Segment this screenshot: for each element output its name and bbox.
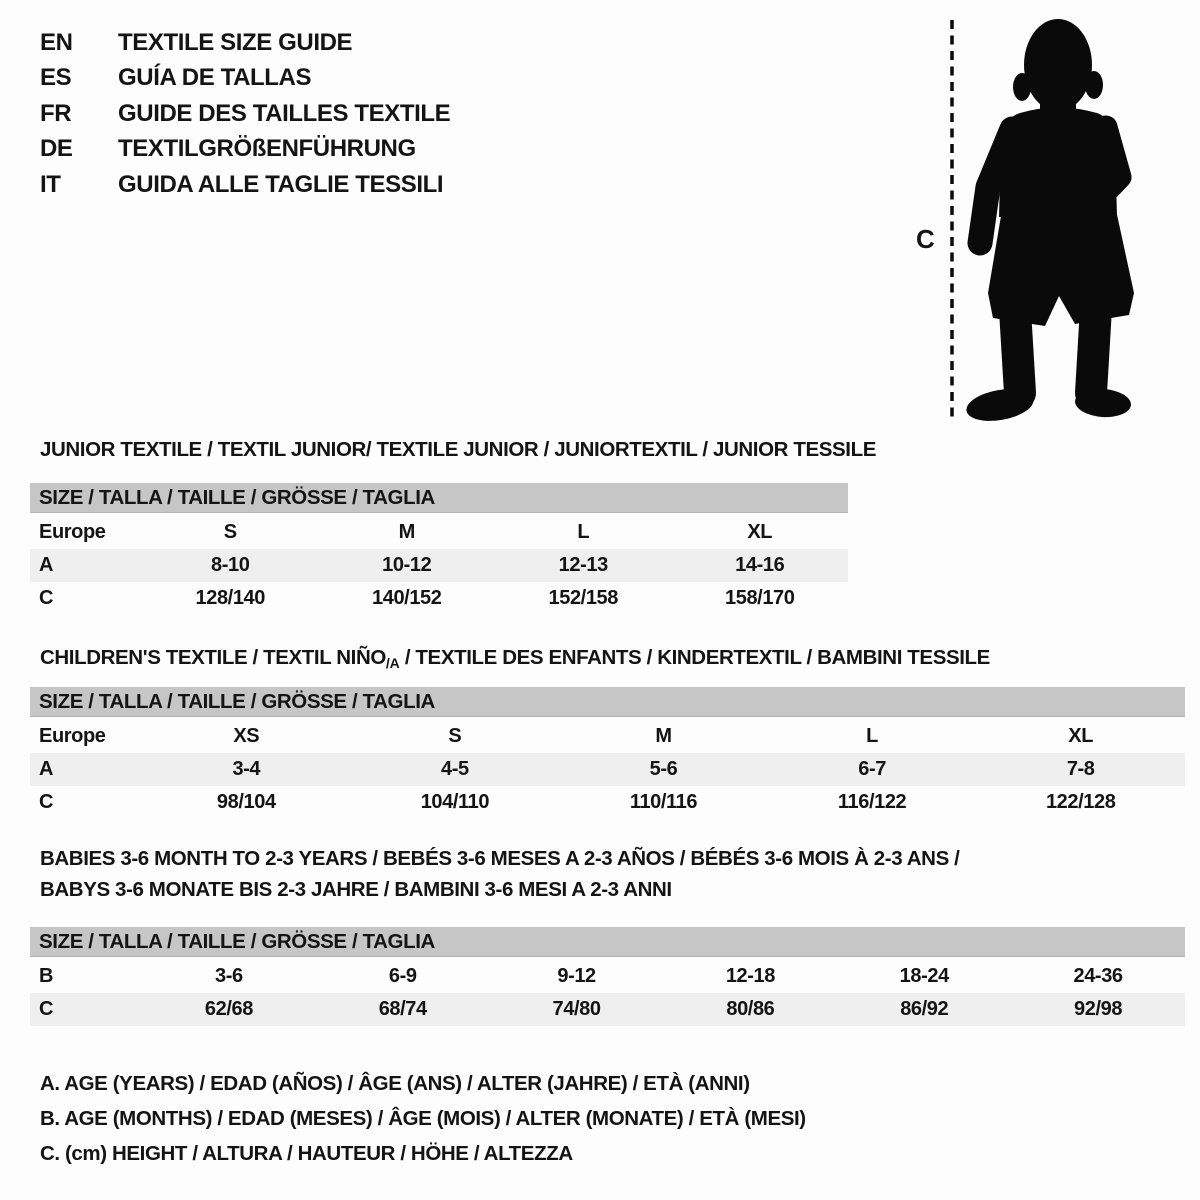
size-cell: 128/140 xyxy=(195,587,265,609)
size-cell: 14-16 xyxy=(735,554,785,576)
size-cell: 4-5 xyxy=(441,758,469,780)
size-cell: 62/68 xyxy=(204,998,253,1020)
section-title-line: JUNIOR TEXTILE / TEXTIL JUNIOR/ TEXTILE JUNIOR / JUNIORTEXTIL / JUNIOR TESSILE xyxy=(40,438,876,461)
size-cell: 74/80 xyxy=(552,998,601,1020)
section-babies-table xyxy=(30,927,1185,1026)
size-cell: 104/110 xyxy=(420,791,490,813)
section-title-line: CHILDREN'S TEXTILE / TEXTIL NIÑO/A / TEXTILE DES ENFANTS / KINDERTEXTIL / BAMBINI TESSILE xyxy=(40,646,990,671)
size-cell: 12-13 xyxy=(558,554,608,576)
section-title-babies xyxy=(40,843,959,905)
guide-title: GUIDA ALLE TAGLIE TESSILI xyxy=(118,170,444,198)
language-title-list xyxy=(40,25,450,203)
size-cell: L xyxy=(866,725,878,747)
language-code: EN xyxy=(40,28,73,56)
section-junior-table xyxy=(30,483,848,615)
table-row xyxy=(30,960,1185,993)
size-cell: XL xyxy=(747,521,773,543)
section-title-junior xyxy=(40,434,876,465)
size-cell: XS xyxy=(233,725,260,747)
size-cell: 116/122 xyxy=(837,791,907,813)
size-cell: 140/152 xyxy=(372,587,442,609)
language-code: DE xyxy=(40,135,73,163)
guide-title: GUÍA DE TALLAS xyxy=(118,64,312,92)
table-row xyxy=(30,993,1185,1026)
size-cell: 86/92 xyxy=(900,998,949,1020)
row-label: C xyxy=(39,998,54,1020)
row-label: Europe xyxy=(39,725,106,747)
guide-title: TEXTILGRÖßENFÜHRUNG xyxy=(118,135,416,163)
size-cell: 5-6 xyxy=(649,758,678,780)
size-table xyxy=(30,720,1185,819)
size-cell: 10-12 xyxy=(382,554,432,576)
size-header-band: SIZE / TALLA / TAILLE / GRÖSSE / TAGLIA xyxy=(30,483,848,513)
table-row xyxy=(30,786,1185,819)
legend xyxy=(40,1066,806,1171)
table-row xyxy=(30,549,848,582)
size-cell: 3-6 xyxy=(215,965,243,987)
legend-line-c: C. (cm) HEIGHT / ALTURA / HAUTEUR / HÖHE / ALTEZZA xyxy=(40,1142,573,1165)
row-label: A xyxy=(39,758,54,780)
legend-line-a: A. AGE (YEARS) / EDAD (AÑOS) / ÂGE (ANS) / ALTER (JAHRE) / ETÀ (ANNI) xyxy=(40,1072,750,1095)
toddler-silhouette-figure xyxy=(900,5,1170,430)
section-title-line: BABYS 3-6 MONATE BIS 2-3 JAHRE / BAMBINI 3-6 MESI A 2-3 ANNI xyxy=(40,878,672,901)
measure-label-c: C xyxy=(916,224,935,254)
language-row xyxy=(40,132,450,168)
table-row xyxy=(30,516,848,549)
size-cell: 18-24 xyxy=(899,965,949,987)
section-title-children xyxy=(40,642,990,679)
size-cell: 6-7 xyxy=(858,758,886,780)
size-cell: 68/74 xyxy=(378,998,427,1020)
size-cell: 158/170 xyxy=(725,587,795,609)
size-cell: 12-18 xyxy=(725,965,775,987)
size-cell: 98/104 xyxy=(216,791,276,813)
language-row xyxy=(40,96,450,132)
size-cell: 122/128 xyxy=(1045,791,1116,813)
guide-title: GUIDE DES TAILLES TEXTILE xyxy=(118,99,451,127)
section-title-line: BABIES 3-6 MONTH TO 2-3 YEARS / BEBÉS 3-6 MESES A 2-3 AÑOS / BÉBÉS 3-6 MOIS À 2-3 ANS / xyxy=(40,847,960,870)
size-cell: 9-12 xyxy=(557,965,596,987)
size-cell: XL xyxy=(1068,725,1094,747)
row-label: Europe xyxy=(39,521,106,543)
size-cell: 24-36 xyxy=(1073,965,1123,987)
language-row xyxy=(40,61,450,97)
row-label: B xyxy=(39,965,54,987)
language-row xyxy=(40,167,450,203)
size-cell: L xyxy=(577,521,590,543)
section-children-table xyxy=(30,687,1185,819)
size-cell: 110/116 xyxy=(629,791,698,813)
table-row xyxy=(30,720,1185,753)
size-cell: 80/86 xyxy=(726,998,775,1020)
size-cell: S xyxy=(223,521,237,543)
row-label: C xyxy=(39,791,54,813)
row-label: A xyxy=(39,554,54,576)
language-code: FR xyxy=(40,99,72,127)
size-cell: 92/98 xyxy=(1074,998,1123,1020)
size-cell: 152/158 xyxy=(548,587,618,609)
size-table xyxy=(30,516,848,615)
size-cell: 6-9 xyxy=(388,965,417,987)
size-cell: M xyxy=(398,521,415,543)
language-code: ES xyxy=(40,64,72,92)
size-header-band: SIZE / TALLA / TAILLE / GRÖSSE / TAGLIA xyxy=(30,927,1185,957)
language-row xyxy=(40,25,450,61)
table-row xyxy=(30,582,848,615)
size-cell: M xyxy=(655,725,672,747)
guide-title: TEXTILE SIZE GUIDE xyxy=(118,28,353,56)
row-label: C xyxy=(39,587,54,609)
language-code: IT xyxy=(40,170,61,198)
size-cell: 3-4 xyxy=(232,758,261,780)
toddler-silhouette xyxy=(964,19,1134,426)
legend-line-b: B. AGE (MONTHS) / EDAD (MESES) / ÂGE (MOIS) / ALTER (MONATE) / ETÀ (MESI) xyxy=(40,1107,806,1130)
size-table xyxy=(30,960,1185,1026)
size-cell: 8-10 xyxy=(211,554,250,576)
size-cell: 7-8 xyxy=(1066,758,1095,780)
size-header-band: SIZE / TALLA / TAILLE / GRÖSSE / TAGLIA xyxy=(30,687,1185,717)
table-row xyxy=(30,753,1185,786)
size-cell: S xyxy=(448,725,462,747)
